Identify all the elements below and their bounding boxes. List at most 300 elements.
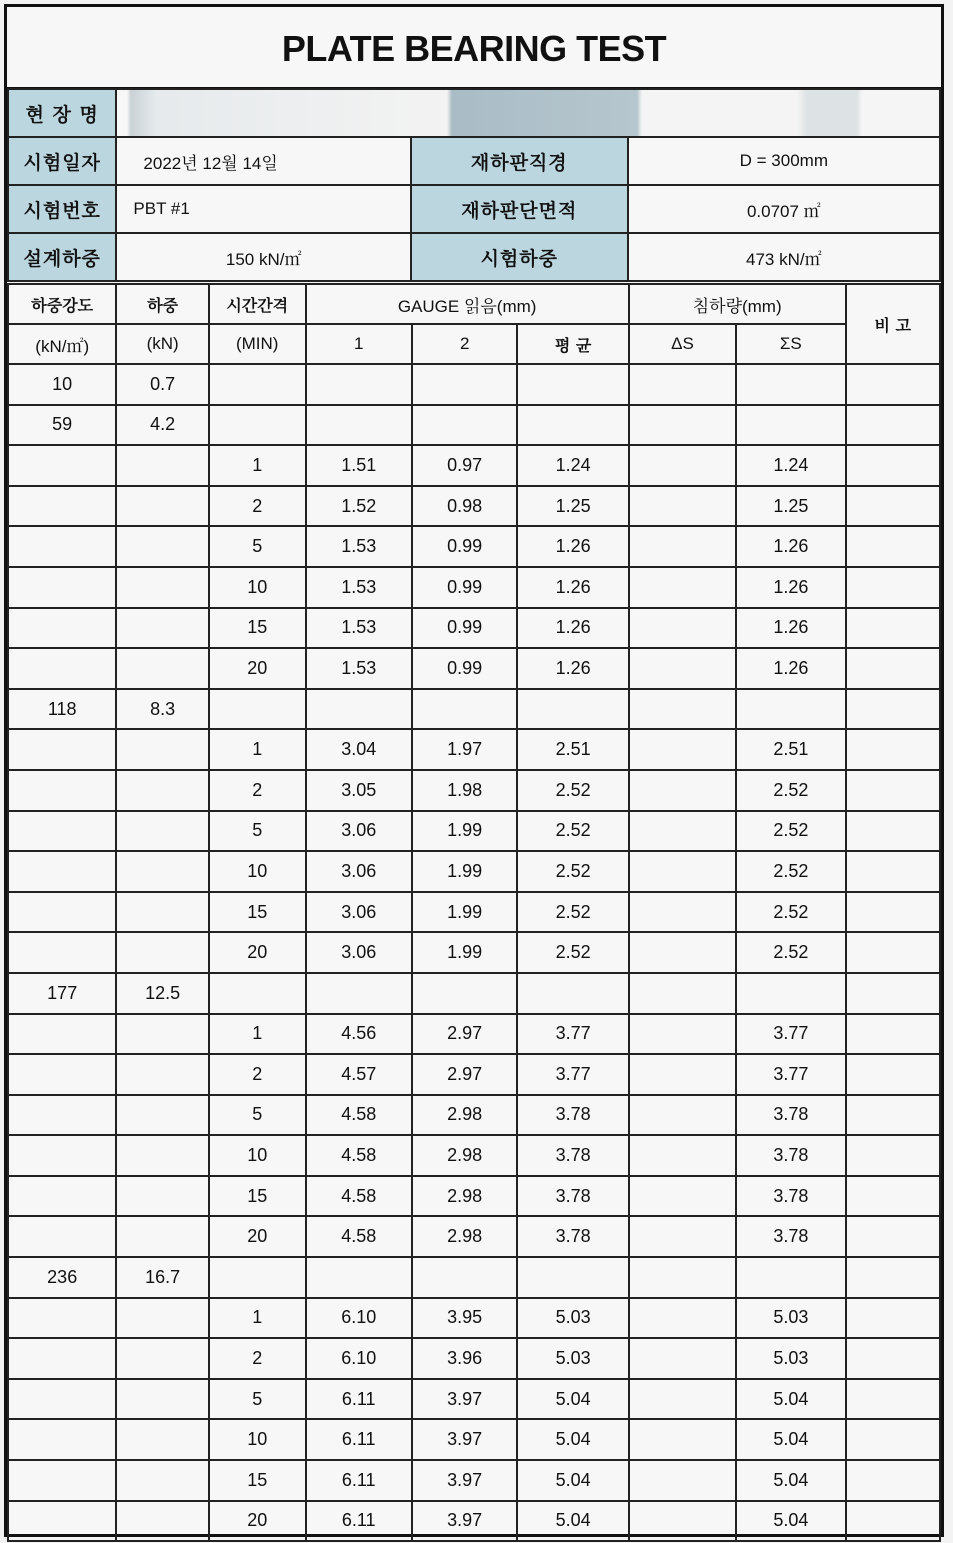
load-intensity-cell — [8, 1460, 116, 1501]
gauge-2-cell: 1.99 — [412, 892, 517, 933]
gauge-2-cell: 0.98 — [412, 486, 517, 527]
load-cell — [116, 526, 209, 567]
load-cell — [116, 567, 209, 608]
average-cell: 2.51 — [517, 729, 628, 770]
gauge-2-cell: 0.99 — [412, 526, 517, 567]
gauge-1-cell — [306, 973, 412, 1014]
delta-s-cell — [629, 1054, 736, 1095]
sigma-s-cell: 5.03 — [736, 1338, 845, 1379]
gauge-1-cell: 6.10 — [306, 1338, 412, 1379]
interval-cell — [209, 405, 306, 446]
load-cell — [116, 1501, 209, 1542]
sigma-s-cell: 1.26 — [736, 608, 845, 649]
gauge-2-cell: 2.98 — [412, 1135, 517, 1176]
load-intensity-cell: 236 — [8, 1257, 116, 1298]
date-label: 시험일자 — [8, 137, 116, 185]
load-cell — [116, 1216, 209, 1257]
sigma-s-cell: 3.78 — [736, 1095, 845, 1136]
gauge-2-cell: 1.97 — [412, 729, 517, 770]
gauge-2-cell: 3.97 — [412, 1419, 517, 1460]
col-interval: 시간간격 — [209, 284, 306, 324]
sigma-s-cell: 3.77 — [736, 1054, 845, 1095]
delta-s-cell — [629, 405, 736, 446]
sigma-s-cell: 2.52 — [736, 811, 845, 852]
load-intensity-cell: 118 — [8, 689, 116, 730]
load-intensity-cell — [8, 1379, 116, 1420]
design-load-label: 설계하중 — [8, 233, 116, 281]
col-intensity: 하중강도 — [8, 284, 116, 324]
table-row — [8, 1095, 940, 1136]
remarks-cell — [846, 486, 940, 527]
load-cell — [116, 1176, 209, 1217]
sigma-s-cell: 3.78 — [736, 1176, 845, 1217]
col-gauge-2: 2 — [412, 324, 517, 364]
average-cell: 5.04 — [517, 1379, 628, 1420]
col-settlement: 침하량(mm) — [629, 284, 846, 324]
table-row — [8, 932, 940, 973]
table-row — [8, 648, 940, 689]
plate-area-value: 0.0707 ㎡ — [628, 185, 940, 233]
load-cell — [116, 1298, 209, 1339]
interval-cell: 1 — [209, 445, 306, 486]
remarks-cell — [846, 811, 940, 852]
delta-s-cell — [629, 1379, 736, 1420]
sigma-s-cell: 5.03 — [736, 1298, 845, 1339]
load-cell — [116, 1460, 209, 1501]
gauge-1-cell: 1.51 — [306, 445, 412, 486]
load-intensity-cell — [8, 1176, 116, 1217]
load-cell — [116, 608, 209, 649]
load-cell — [116, 851, 209, 892]
interval-cell: 10 — [209, 851, 306, 892]
sigma-s-cell — [736, 973, 845, 1014]
interval-cell: 2 — [209, 770, 306, 811]
gauge-2-cell: 2.98 — [412, 1216, 517, 1257]
gauge-1-cell: 4.56 — [306, 1014, 412, 1055]
delta-s-cell — [629, 445, 736, 486]
sigma-s-cell: 1.24 — [736, 445, 845, 486]
sigma-s-cell — [736, 689, 845, 730]
interval-cell: 15 — [209, 1176, 306, 1217]
average-cell — [517, 689, 628, 730]
delta-s-cell — [629, 1501, 736, 1542]
gauge-2-cell: 3.96 — [412, 1338, 517, 1379]
average-cell — [517, 364, 628, 405]
delta-s-cell — [629, 1216, 736, 1257]
remarks-cell — [846, 1460, 940, 1501]
gauge-1-cell: 6.10 — [306, 1298, 412, 1339]
table-row — [8, 364, 940, 405]
gauge-2-cell: 1.99 — [412, 932, 517, 973]
delta-s-cell — [629, 1298, 736, 1339]
average-cell: 3.78 — [517, 1176, 628, 1217]
load-intensity-cell — [8, 1298, 116, 1339]
table-row — [8, 526, 940, 567]
table-row — [8, 770, 940, 811]
average-cell: 2.52 — [517, 932, 628, 973]
load-intensity-cell — [8, 851, 116, 892]
load-intensity-cell — [8, 1338, 116, 1379]
delta-s-cell — [629, 526, 736, 567]
load-intensity-cell — [8, 445, 116, 486]
design-load-value: 150 kN/㎡ — [116, 233, 411, 281]
average-cell: 3.77 — [517, 1054, 628, 1095]
col-load: 하중 — [116, 284, 209, 324]
interval-cell — [209, 1257, 306, 1298]
delta-s-cell — [629, 1419, 736, 1460]
delta-s-cell — [629, 1014, 736, 1055]
gauge-2-cell — [412, 973, 517, 1014]
gauge-1-cell: 1.52 — [306, 486, 412, 527]
interval-cell: 10 — [209, 1419, 306, 1460]
remarks-cell — [846, 1014, 940, 1055]
gauge-2-cell: 1.98 — [412, 770, 517, 811]
remarks-cell — [846, 1095, 940, 1136]
gauge-1-cell: 4.58 — [306, 1216, 412, 1257]
interval-cell: 20 — [209, 648, 306, 689]
interval-cell — [209, 973, 306, 1014]
sigma-s-cell: 2.51 — [736, 729, 845, 770]
date-value: 2022년 12월 14일 — [116, 137, 411, 185]
sigma-s-cell — [736, 405, 845, 446]
measurement-rows — [8, 364, 940, 1541]
gauge-1-cell: 6.11 — [306, 1419, 412, 1460]
gauge-1-cell — [306, 364, 412, 405]
load-cell: 12.5 — [116, 973, 209, 1014]
gauge-1-cell: 3.06 — [306, 851, 412, 892]
table-row — [8, 1379, 940, 1420]
interval-cell: 2 — [209, 1054, 306, 1095]
load-intensity-cell — [8, 1054, 116, 1095]
col-average: 평 균 — [517, 324, 628, 364]
gauge-1-cell: 4.57 — [306, 1054, 412, 1095]
load-intensity-cell — [8, 567, 116, 608]
load-cell — [116, 1338, 209, 1379]
table-row — [8, 1298, 940, 1339]
gauge-2-cell: 1.99 — [412, 811, 517, 852]
interval-cell: 5 — [209, 1095, 306, 1136]
gauge-1-cell: 1.53 — [306, 567, 412, 608]
average-cell: 5.03 — [517, 1298, 628, 1339]
gauge-1-cell: 4.58 — [306, 1095, 412, 1136]
load-cell: 8.3 — [116, 689, 209, 730]
load-intensity-cell — [8, 1135, 116, 1176]
gauge-1-cell — [306, 1257, 412, 1298]
load-intensity-cell — [8, 608, 116, 649]
gauge-2-cell: 2.98 — [412, 1176, 517, 1217]
table-row — [8, 892, 940, 933]
load-cell — [116, 1419, 209, 1460]
plate-diameter-label: 재하판직경 — [411, 137, 628, 185]
test-load-label: 시험하중 — [411, 233, 628, 281]
delta-s-cell — [629, 608, 736, 649]
average-cell: 3.78 — [517, 1095, 628, 1136]
table-row — [8, 1216, 940, 1257]
col-interval-unit: (MIN) — [209, 324, 306, 364]
interval-cell: 10 — [209, 567, 306, 608]
load-cell — [116, 648, 209, 689]
delta-s-cell — [629, 973, 736, 1014]
gauge-2-cell: 2.97 — [412, 1014, 517, 1055]
gauge-1-cell: 3.06 — [306, 932, 412, 973]
test-number-label: 시험번호 — [8, 185, 116, 233]
remarks-cell — [846, 364, 940, 405]
load-intensity-cell — [8, 770, 116, 811]
load-cell — [116, 445, 209, 486]
gauge-1-cell: 6.11 — [306, 1379, 412, 1420]
interval-cell: 20 — [209, 932, 306, 973]
delta-s-cell — [629, 567, 736, 608]
interval-cell — [209, 364, 306, 405]
remarks-cell — [846, 608, 940, 649]
average-cell — [517, 405, 628, 446]
load-cell — [116, 1135, 209, 1176]
table-row — [8, 608, 940, 649]
load-intensity-cell — [8, 932, 116, 973]
table-row — [8, 1419, 940, 1460]
plate-area-label: 재하판단면적 — [411, 185, 628, 233]
test-number-value: PBT #1 — [116, 185, 411, 233]
interval-cell: 5 — [209, 1379, 306, 1420]
interval-cell: 15 — [209, 892, 306, 933]
interval-cell: 20 — [209, 1216, 306, 1257]
remarks-cell — [846, 526, 940, 567]
sigma-s-cell: 2.52 — [736, 770, 845, 811]
delta-s-cell — [629, 1338, 736, 1379]
gauge-1-cell: 4.58 — [306, 1135, 412, 1176]
average-cell: 5.04 — [517, 1460, 628, 1501]
average-cell: 1.25 — [517, 486, 628, 527]
delta-s-cell — [629, 1135, 736, 1176]
load-intensity-cell — [8, 486, 116, 527]
gauge-1-cell: 6.11 — [306, 1460, 412, 1501]
gauge-1-cell: 3.06 — [306, 811, 412, 852]
remarks-cell — [846, 1135, 940, 1176]
load-cell — [116, 770, 209, 811]
header-info-table — [7, 88, 941, 282]
remarks-cell — [846, 973, 940, 1014]
gauge-1-cell: 1.53 — [306, 526, 412, 567]
gauge-2-cell: 0.99 — [412, 567, 517, 608]
sigma-s-cell — [736, 1257, 845, 1298]
interval-cell: 10 — [209, 1135, 306, 1176]
average-cell: 5.04 — [517, 1419, 628, 1460]
sigma-s-cell: 3.78 — [736, 1135, 845, 1176]
col-delta-s: ΔS — [629, 324, 736, 364]
load-cell — [116, 811, 209, 852]
remarks-cell — [846, 1176, 940, 1217]
remarks-cell — [846, 1298, 940, 1339]
table-row — [8, 1054, 940, 1095]
load-intensity-cell: 59 — [8, 405, 116, 446]
remarks-cell — [846, 1257, 940, 1298]
gauge-2-cell: 0.97 — [412, 445, 517, 486]
remarks-cell — [846, 851, 940, 892]
load-cell: 4.2 — [116, 405, 209, 446]
remarks-cell — [846, 1501, 940, 1542]
average-cell: 2.52 — [517, 770, 628, 811]
delta-s-cell — [629, 851, 736, 892]
remarks-cell — [846, 770, 940, 811]
interval-cell: 1 — [209, 729, 306, 770]
sigma-s-cell: 1.26 — [736, 567, 845, 608]
interval-cell: 5 — [209, 811, 306, 852]
gauge-1-cell: 1.53 — [306, 608, 412, 649]
gauge-2-cell — [412, 405, 517, 446]
col-remarks: 비 고 — [846, 284, 940, 364]
load-cell: 0.7 — [116, 364, 209, 405]
load-intensity-cell: 10 — [8, 364, 116, 405]
sigma-s-cell: 1.26 — [736, 648, 845, 689]
gauge-2-cell: 0.99 — [412, 648, 517, 689]
gauge-1-cell: 1.53 — [306, 648, 412, 689]
load-cell — [116, 932, 209, 973]
average-cell: 3.77 — [517, 1014, 628, 1055]
table-row — [8, 486, 940, 527]
plate-diameter-value: D = 300mm — [628, 137, 940, 185]
load-intensity-cell — [8, 526, 116, 567]
delta-s-cell — [629, 364, 736, 405]
average-cell: 3.78 — [517, 1216, 628, 1257]
gauge-1-cell: 4.58 — [306, 1176, 412, 1217]
average-cell: 2.52 — [517, 851, 628, 892]
average-cell: 2.52 — [517, 811, 628, 852]
delta-s-cell — [629, 770, 736, 811]
sigma-s-cell: 1.25 — [736, 486, 845, 527]
document-title: PLATE BEARING TEST — [7, 7, 941, 89]
gauge-1-cell: 3.04 — [306, 729, 412, 770]
interval-cell: 5 — [209, 526, 306, 567]
table-row — [8, 689, 940, 730]
remarks-cell — [846, 445, 940, 486]
delta-s-cell — [629, 811, 736, 852]
sigma-s-cell: 2.52 — [736, 851, 845, 892]
gauge-2-cell — [412, 689, 517, 730]
gauge-2-cell: 3.97 — [412, 1501, 517, 1542]
delta-s-cell — [629, 1460, 736, 1501]
interval-cell: 20 — [209, 1501, 306, 1542]
load-intensity-cell — [8, 648, 116, 689]
col-gauge: GAUGE 읽음(mm) — [306, 284, 629, 324]
sigma-s-cell: 1.26 — [736, 526, 845, 567]
remarks-cell — [846, 892, 940, 933]
table-row — [8, 1176, 940, 1217]
load-cell — [116, 729, 209, 770]
sigma-s-cell — [736, 364, 845, 405]
table-row — [8, 1257, 940, 1298]
table-row — [8, 1501, 940, 1542]
delta-s-cell — [629, 689, 736, 730]
load-cell — [116, 1379, 209, 1420]
table-row — [8, 1460, 940, 1501]
gauge-2-cell: 3.95 — [412, 1298, 517, 1339]
delta-s-cell — [629, 932, 736, 973]
table-row — [8, 567, 940, 608]
gauge-2-cell: 2.97 — [412, 1054, 517, 1095]
test-load-value: 473 kN/㎡ — [628, 233, 940, 281]
remarks-cell — [846, 689, 940, 730]
load-intensity-cell — [8, 1216, 116, 1257]
remarks-cell — [846, 1054, 940, 1095]
delta-s-cell — [629, 1257, 736, 1298]
load-cell — [116, 1095, 209, 1136]
col-sigma-s: ΣS — [736, 324, 845, 364]
table-row — [8, 729, 940, 770]
table-row — [8, 1135, 940, 1176]
test-sheet — [4, 4, 944, 1537]
remarks-cell — [846, 1216, 940, 1257]
average-cell: 1.26 — [517, 648, 628, 689]
gauge-1-cell: 3.05 — [306, 770, 412, 811]
load-intensity-cell — [8, 811, 116, 852]
sigma-s-cell: 5.04 — [736, 1419, 845, 1460]
average-cell: 1.26 — [517, 526, 628, 567]
delta-s-cell — [629, 486, 736, 527]
load-cell: 16.7 — [116, 1257, 209, 1298]
interval-cell: 15 — [209, 608, 306, 649]
average-cell: 1.26 — [517, 608, 628, 649]
remarks-cell — [846, 567, 940, 608]
table-row — [8, 851, 940, 892]
delta-s-cell — [629, 892, 736, 933]
gauge-2-cell: 0.99 — [412, 608, 517, 649]
sigma-s-cell: 5.04 — [736, 1379, 845, 1420]
average-cell: 3.78 — [517, 1135, 628, 1176]
gauge-2-cell: 1.99 — [412, 851, 517, 892]
remarks-cell — [846, 648, 940, 689]
sigma-s-cell: 3.77 — [736, 1014, 845, 1055]
gauge-2-cell: 3.97 — [412, 1460, 517, 1501]
sigma-s-cell: 5.04 — [736, 1460, 845, 1501]
load-intensity-cell — [8, 1501, 116, 1542]
delta-s-cell — [629, 1095, 736, 1136]
interval-cell: 2 — [209, 486, 306, 527]
load-intensity-cell — [8, 892, 116, 933]
gauge-2-cell — [412, 1257, 517, 1298]
interval-cell: 1 — [209, 1298, 306, 1339]
remarks-cell — [846, 1419, 940, 1460]
remarks-cell — [846, 1379, 940, 1420]
average-cell: 5.03 — [517, 1338, 628, 1379]
site-value — [116, 89, 940, 137]
load-intensity-cell — [8, 729, 116, 770]
remarks-cell — [846, 932, 940, 973]
sigma-s-cell: 5.04 — [736, 1501, 845, 1542]
delta-s-cell — [629, 1176, 736, 1217]
average-cell — [517, 1257, 628, 1298]
load-intensity-cell — [8, 1095, 116, 1136]
average-cell: 5.04 — [517, 1501, 628, 1542]
measurement-table — [7, 283, 941, 1542]
load-cell — [116, 1014, 209, 1055]
average-cell: 1.24 — [517, 445, 628, 486]
load-cell — [116, 1054, 209, 1095]
col-gauge-1: 1 — [306, 324, 412, 364]
interval-cell: 2 — [209, 1338, 306, 1379]
gauge-2-cell — [412, 364, 517, 405]
sigma-s-cell: 3.78 — [736, 1216, 845, 1257]
delta-s-cell — [629, 729, 736, 770]
load-intensity-cell: 177 — [8, 973, 116, 1014]
gauge-1-cell: 3.06 — [306, 892, 412, 933]
average-cell: 1.26 — [517, 567, 628, 608]
load-intensity-cell — [8, 1419, 116, 1460]
table-row — [8, 973, 940, 1014]
col-load-unit: (kN) — [116, 324, 209, 364]
table-row — [8, 1338, 940, 1379]
delta-s-cell — [629, 648, 736, 689]
gauge-1-cell — [306, 405, 412, 446]
